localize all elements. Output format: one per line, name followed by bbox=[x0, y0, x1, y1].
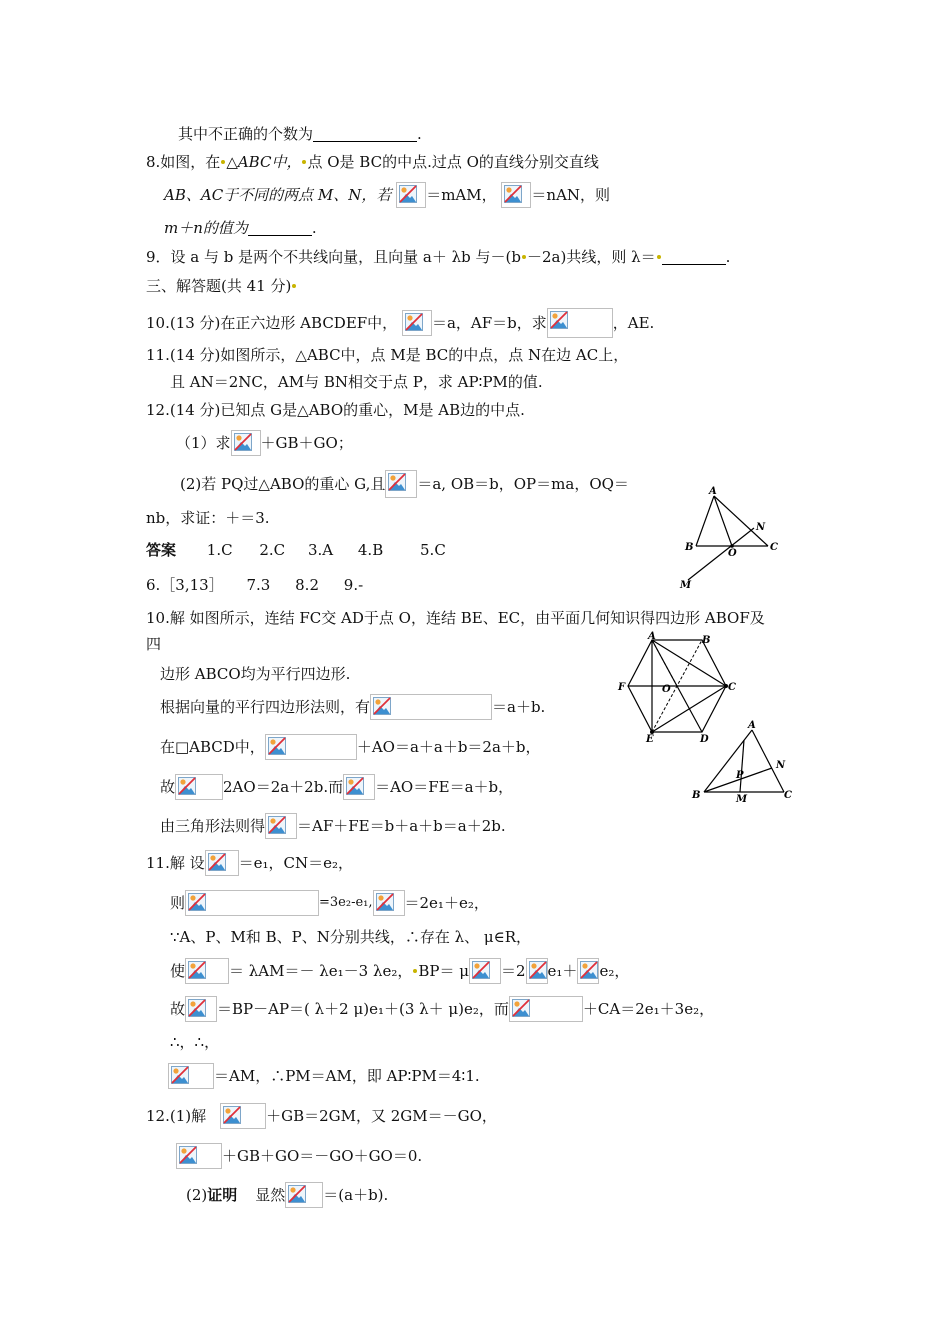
point-label: D bbox=[700, 734, 709, 745]
broken-image-icon bbox=[185, 996, 217, 1022]
point-label: A bbox=[709, 486, 717, 497]
broken-image-icon bbox=[370, 694, 492, 720]
mark-dot bbox=[413, 969, 417, 973]
answer-blank bbox=[662, 250, 726, 265]
point-label: B bbox=[702, 635, 711, 646]
broken-image-icon bbox=[185, 958, 229, 984]
broken-image-icon bbox=[509, 996, 583, 1022]
solution-10-cont: 四 bbox=[146, 635, 162, 653]
mark-dot bbox=[657, 255, 661, 259]
solution-11-line3: ∵A、P、M和 B、P、N分别共线，∴存在 λ、 μ∈R， bbox=[170, 928, 532, 946]
point-label: M bbox=[736, 794, 748, 804]
question-11: 11.(14 分)如图所示，△ABC中，点 M是 BC的中点，点 N在边 AC上， bbox=[146, 346, 629, 364]
question-12-line3: nb，求证：＋＝3. bbox=[146, 509, 270, 527]
solution-10-line2: 边形 ABCO均为平行四边形. bbox=[160, 665, 351, 683]
solution-12-line3: (2)证明 显然 ＝(a＋b). bbox=[186, 1182, 388, 1208]
broken-image-icon bbox=[168, 1063, 214, 1089]
solution-11-line7: ＝AM，∴PM＝AM，即 AP∶PM＝4∶1. bbox=[168, 1063, 480, 1089]
broken-image-icon bbox=[265, 734, 357, 760]
broken-image-icon bbox=[547, 308, 613, 338]
point-label: C bbox=[784, 790, 792, 801]
point-label: O bbox=[728, 548, 737, 559]
answers-row-2: 6.［3,13］ 7.3 8.2 9.- bbox=[146, 576, 364, 594]
broken-image-icon bbox=[577, 958, 599, 984]
point-label: E bbox=[646, 734, 654, 745]
mark-dot bbox=[221, 160, 225, 164]
broken-image-icon bbox=[402, 310, 432, 336]
point-label: B bbox=[692, 790, 701, 801]
point-label: F bbox=[618, 682, 626, 693]
broken-image-icon bbox=[396, 182, 426, 208]
question-10: 10.(13 分)在正六边形 ABCDEF中， ＝a，AF＝b，求 ，AE. bbox=[146, 308, 654, 338]
mark-dot bbox=[302, 160, 306, 164]
point-label: N bbox=[776, 760, 786, 771]
solution-11-line6: ∴，∴， bbox=[170, 1033, 220, 1051]
question-8-line3: m＋n的值为 . bbox=[164, 219, 317, 237]
solution-10-line3: 根据向量的平行四边形法则，有 ＝a＋b. bbox=[160, 694, 545, 720]
point-label: B bbox=[685, 542, 694, 553]
point-label: C bbox=[728, 682, 736, 693]
text-line: 其中不正确的个数为 . bbox=[178, 125, 422, 143]
triangle-figure-3 bbox=[686, 718, 796, 804]
solution-10-line4: 在□ABCD中， ＋AO＝a＋a＋b＝2a＋b， bbox=[160, 734, 541, 760]
solution-10-line6: 由三角形法则得 ＝AF＋FE＝b＋a＋b＝a＋2b. bbox=[160, 813, 506, 839]
section-heading: 三、解答题(共 41 分) bbox=[146, 274, 297, 297]
question-11-line2: 且 AN＝2NC，AM与 BN相交于点 P，求 AP∶PM的值. bbox=[170, 373, 543, 391]
solution-10-line5: 故 2AO＝2a＋2b.而 ＝AO＝FE＝a＋b， bbox=[160, 774, 513, 800]
broken-image-icon bbox=[343, 774, 375, 800]
question-12-part1: （1）求 ＋GB＋GO； bbox=[176, 430, 353, 456]
point-label: A bbox=[748, 720, 756, 731]
broken-image-icon bbox=[231, 430, 261, 456]
answers-row-1: 答案 1.C 2.C 3.A 4.B 5.C bbox=[146, 541, 446, 559]
broken-image-icon bbox=[501, 182, 531, 208]
broken-image-icon bbox=[220, 1103, 266, 1129]
broken-image-icon bbox=[176, 1143, 222, 1169]
broken-image-icon bbox=[526, 958, 548, 984]
solution-11-line2: 则 =3e₂-e₁, ＝2e₁＋e₂， bbox=[170, 890, 489, 916]
solution-12: 12.(1)解 ＋GB＝2GM，又 2GM＝－GO， bbox=[146, 1103, 497, 1129]
broken-image-icon bbox=[285, 1182, 323, 1208]
solution-11-line5: 故 ＝BP－AP＝( λ＋2 μ)e₁＋(3 λ＋ μ)e₂，而 ＋CA＝2e₁＋3e₂， bbox=[170, 996, 714, 1022]
point-label: M bbox=[680, 580, 692, 591]
answer-blank bbox=[248, 221, 312, 236]
broken-image-icon bbox=[175, 774, 223, 800]
broken-image-icon bbox=[385, 470, 417, 498]
broken-image-icon bbox=[373, 890, 405, 916]
broken-image-icon bbox=[265, 813, 297, 839]
question-8: 8.如图，在 △ABC中， 点 O是 BC的中点.过点 O的直线分别交直线 bbox=[146, 153, 599, 171]
question-12: 12.(14 分)已知点 G是△ABO的重心，M是 AB边的中点. bbox=[146, 401, 525, 419]
mark-dot bbox=[292, 284, 296, 288]
broken-image-icon bbox=[205, 850, 239, 876]
solution-11-line4: 使 ＝ λAM＝－ λe₁－3 λe₂， BP＝ μ ＝2 e₁＋ e₂， bbox=[170, 958, 629, 984]
answer-blank bbox=[313, 127, 417, 142]
solution-10: 10.解 如图所示，连结 FC交 AD于点 O，连结 BE、EC，由平面几何知识得四边形 ABOF及 bbox=[146, 609, 765, 627]
solution-12-line2: ＋GB＋GO＝－GO＋GO＝0. bbox=[176, 1143, 422, 1169]
point-label: A bbox=[648, 631, 656, 642]
broken-image-icon bbox=[185, 890, 319, 916]
question-12-part2: (2)若 PQ过△ABO的重心 G,且 ＝a, OB＝b，OP＝ma，OQ＝ bbox=[180, 470, 629, 498]
solution-11: 11.解 设 ＝e₁，CN＝e₂， bbox=[146, 850, 353, 876]
question-8-line2: AB、AC于不同的两点 M、N，若 ＝mAM， ＝nAN，则 bbox=[164, 182, 610, 208]
broken-image-icon bbox=[469, 958, 501, 984]
point-label: P bbox=[736, 770, 744, 781]
question-9: 9．设 a 与 b 是两个不共线向量，且向量 a＋ λb 与－(b －2a)共线，则 λ＝ . bbox=[146, 248, 731, 266]
mark-dot bbox=[522, 255, 526, 259]
point-label: N bbox=[756, 522, 766, 533]
point-label: C bbox=[770, 542, 778, 553]
triangle-figure-1 bbox=[672, 482, 792, 594]
point-label: O bbox=[662, 684, 671, 695]
